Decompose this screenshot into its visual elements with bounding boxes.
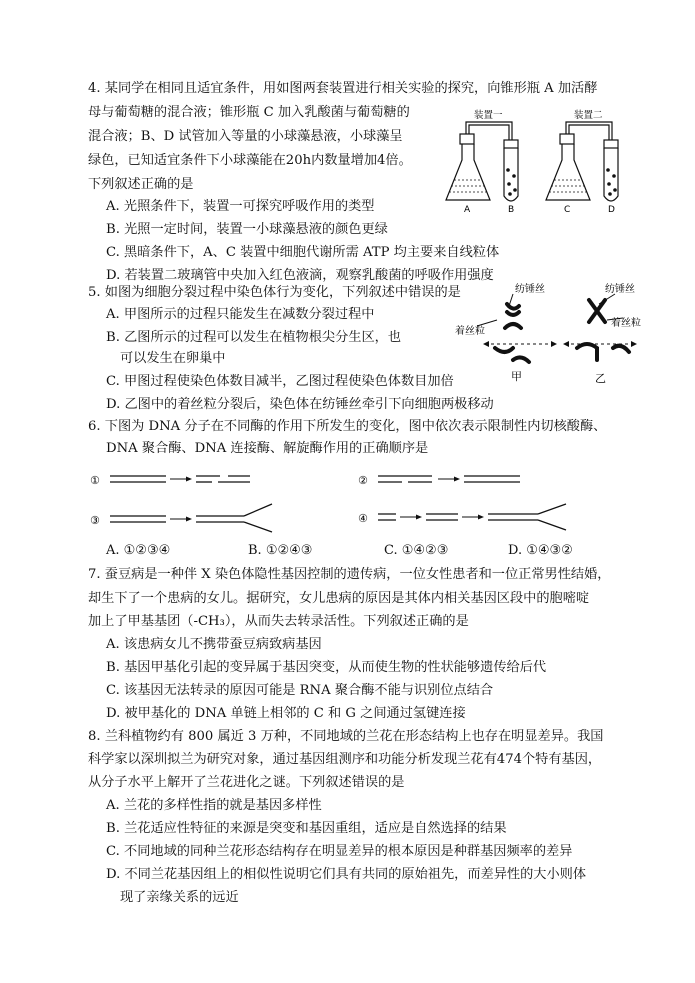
q6-option-d: D. ①④③② (508, 543, 573, 558)
q5-option-b-cont: 可以发生在卵巢中 (120, 351, 226, 366)
q5-option-d: D. 乙图中的着丝粒分裂后，染色体在纺锤丝牵引下向细胞两极移动 (106, 397, 494, 412)
q7-stem-line-1: 7. 蚕豆病是一种伴 X 染色体隐性基因控制的遗传病，一位女性患者和一位正常男性结婚， (88, 567, 611, 582)
q6-option-a: A. ①②③④ (106, 543, 171, 558)
q4-stem-line-4: 绿色，已知适宜条件下小球藻能在20h内数量增加4倍。 (88, 153, 412, 168)
q4-option-d: D. 若装置二玻璃管中央加入红色液滴，观察乳酸菌的呼吸作用强度 (106, 268, 494, 283)
device1-label: 装置一 (474, 110, 503, 121)
circled-1: ① (90, 474, 100, 487)
circled-4: ④ (358, 512, 368, 525)
q8-option-d-cont: 现了亲缘关系的远近 (120, 890, 239, 905)
spindle-label-2: 纺锤丝 (605, 284, 635, 295)
q6-dna-diagram (86, 466, 606, 534)
q8-option-a: A. 兰花的多样性指的就是基因多样性 (106, 798, 322, 813)
q6-stem-line-1: 6. 下图为 DNA 分子在不同酶的作用下所发生的变化，图中依次表示限制性内切核酸酶、 (88, 419, 607, 434)
q7-stem-line-3: 加上了甲基基团（-CH₃），从而失去转录活性。下列叙述正确的是 (88, 614, 469, 629)
q6-option-b: B. ①②④③ (248, 543, 313, 558)
q4-stem-line-5: 下列叙述正确的是 (88, 177, 194, 192)
q4-option-c: C. 黑暗条件下，A、C 装置中细胞代谢所需 ATP 均主要来自线粒体 (106, 245, 500, 260)
label-b: B (508, 205, 515, 215)
q4-apparatus-figure (440, 106, 640, 218)
q5-chromosome-figure (455, 282, 655, 387)
device2-label: 装置二 (574, 110, 603, 121)
label-a: A (464, 205, 471, 215)
q8-option-b: B. 兰花适应性特征的来源是突变和基因重组，适应是自然选择的结果 (106, 821, 507, 836)
q5-option-a: A. 甲图所示的过程只能发生在减数分裂过程中 (106, 307, 375, 322)
q8-option-c: C. 不同地域的同种兰花形态结构存在明显差异的根本原因是种群基因频率的差异 (106, 844, 573, 859)
q5-option-b: B. 乙图所示的过程可以发生在植物根尖分生区，也 (106, 330, 402, 345)
label-d: D (608, 205, 615, 215)
figure-jia-label: 甲 (511, 370, 522, 383)
q8-stem-line-2: 科学家以深圳拟兰为研究对象，通过基因组测序和功能分析发现兰花有474个特有基因， (88, 752, 602, 767)
q5-stem: 5. 如图为细胞分裂过程中染色体行为变化，下列叙述中错误的是 (88, 285, 461, 300)
q8-option-d: D. 不同兰花基因组上的相似性说明它们具有共同的原始祖先，而差异性的大小则体 (106, 867, 587, 882)
q4-stem-line-2: 母与葡萄糖的混合液；锥形瓶 C 加入乳酸菌与葡萄糖的 (88, 105, 410, 120)
circled-3: ③ (90, 514, 100, 527)
q8-stem-line-1: 8. 兰科植物约有 800 属近 3 万种，不同地域的兰花在形态结构上也存在明显差异。我国 (88, 729, 604, 744)
centromere-label-2: 着丝粒 (611, 318, 641, 329)
q6-option-c: C. ①④②③ (384, 543, 449, 558)
q7-option-c: C. 该基因无法转录的原因可能是 RNA 聚合酶不能与识别位点结合 (106, 683, 494, 698)
q5-option-c: C. 甲图过程使染色体数目减半，乙图过程使染色体数目加倍 (106, 374, 454, 389)
q7-option-a: A. 该患病女儿不携带蚕豆病致病基因 (106, 637, 322, 652)
q6-stem-line-2: DNA 聚合酶、DNA 连接酶、解旋酶作用的正确顺序是 (106, 441, 429, 456)
spindle-label-1: 纺锤丝 (515, 284, 545, 295)
centromere-label-1: 着丝粒 (455, 326, 485, 337)
q4-option-b: B. 光照一定时间，装置一小球藻悬液的颜色更绿 (106, 222, 388, 237)
q7-option-b: B. 基因甲基化引起的变异属于基因突变，从而使生物的性状能够遗传给后代 (106, 660, 547, 675)
q4-option-a: A. 光照条件下，装置一可探究呼吸作用的类型 (106, 199, 375, 214)
figure-yi-label: 乙 (595, 372, 606, 385)
label-c: C (564, 205, 571, 215)
q7-option-d: D. 被甲基化的 DNA 单链上相邻的 C 和 G 之间通过氢键连接 (106, 706, 466, 721)
q4-stem-line-1: 4. 某同学在相同且适宜条件，用如图两套装置进行相关实验的探究，向锥形瓶 A 加活酵 (88, 81, 598, 96)
q7-stem-line-2: 却生下了一个患病的女儿。据研究，女儿患病的原因是其体内相关基因区段中的胞嘧啶 (88, 591, 590, 606)
circled-2: ② (358, 474, 368, 487)
q8-stem-line-3: 从分子水平上解开了兰花进化之谜。下列叙述错误的是 (88, 775, 405, 790)
q4-stem-line-3: 混合液；B、D 试管加入等量的小球藻悬液，小球藻呈 (88, 129, 403, 144)
